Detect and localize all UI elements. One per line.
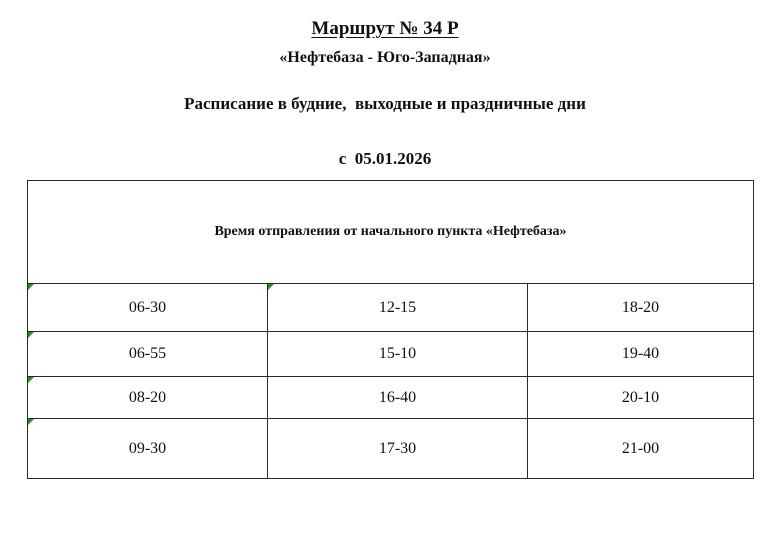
schedule-description: Расписание в будние, выходные и праздничные дни xyxy=(184,94,586,113)
departure-time-cell xyxy=(28,332,268,377)
departure-time: 20-10 xyxy=(621,388,660,406)
departure-timetable xyxy=(27,180,754,479)
departure-time-cell xyxy=(268,419,528,479)
departure-time-cell xyxy=(268,377,528,419)
departure-time: 09-30 xyxy=(128,439,167,457)
valid-from-date: с 05.01.2026 xyxy=(338,149,432,168)
route-name: «Нефтебаза - Юго-Западная» xyxy=(279,49,491,66)
departure-time-cell xyxy=(28,419,268,479)
departure-time: 16-40 xyxy=(378,388,417,406)
departure-time-cell xyxy=(528,377,754,419)
departure-time-cell xyxy=(28,284,268,332)
departure-time: 21-00 xyxy=(621,439,660,457)
departure-time: 06-30 xyxy=(128,298,167,316)
corner-marker-icon xyxy=(28,419,34,425)
departure-time: 19-40 xyxy=(621,345,660,362)
timetable-heading: Время отправления от начального пункта «Нефтебаза» xyxy=(28,181,754,284)
table-header-row xyxy=(28,181,754,284)
table-row xyxy=(28,377,754,419)
route-title: Маршрут № 34 Р xyxy=(311,18,459,39)
departure-time: 15-10 xyxy=(378,345,417,362)
corner-marker-icon xyxy=(28,284,34,290)
departure-time-cell xyxy=(528,419,754,479)
departure-time-cell xyxy=(268,332,528,377)
table-row xyxy=(28,332,754,377)
corner-marker-icon xyxy=(28,377,34,383)
corner-marker-icon xyxy=(28,332,34,338)
departure-time: 18-20 xyxy=(621,298,660,316)
departure-time-cell xyxy=(528,284,754,332)
departure-time: 12-15 xyxy=(378,298,417,316)
departure-time: 08-20 xyxy=(128,388,167,406)
departure-time-cell xyxy=(28,377,268,419)
departure-time-cell xyxy=(528,332,754,377)
corner-marker-icon xyxy=(268,284,274,290)
departure-time: 17-30 xyxy=(378,439,417,457)
departure-time-cell xyxy=(268,284,528,332)
table-row xyxy=(28,419,754,479)
table-row xyxy=(28,284,754,332)
departure-time: 06-55 xyxy=(128,345,167,362)
